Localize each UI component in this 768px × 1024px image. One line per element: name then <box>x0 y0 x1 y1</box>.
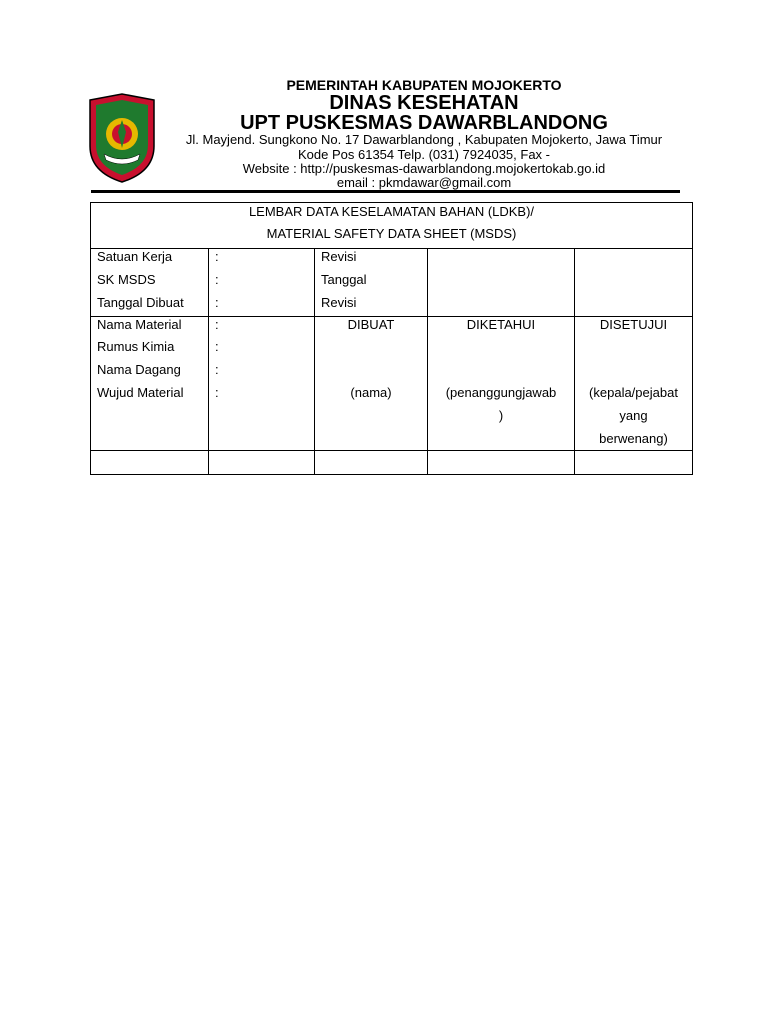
cell-r4-5 <box>574 450 693 475</box>
form-title-line2: MATERIAL SAFETY DATA SHEET (MSDS) <box>266 226 517 241</box>
sign-nama: (nama) <box>350 385 392 400</box>
label-rumus-kimia: Rumus Kimia <box>97 339 175 354</box>
cell-disetujui <box>574 316 693 451</box>
header-website: Website : http://puskesmas-dawarblandong.mojokertokab.go.id <box>242 161 606 176</box>
header-divider <box>91 190 680 193</box>
cell-r2-values <box>208 248 315 317</box>
colon: : <box>215 385 219 400</box>
cell-r2-labels <box>90 248 209 317</box>
cell-r4-1 <box>90 450 209 475</box>
mojokerto-emblem-logo <box>86 92 158 184</box>
cell-dibuat <box>314 316 428 451</box>
form-title-line1: LEMBAR DATA KESELAMATAN BAHAN (LDKB)/ <box>248 204 535 219</box>
label-sk-msds: SK MSDS <box>97 272 156 287</box>
header-address: Jl. Mayjend. Sungkono No. 17 Dawarblandong , Kabupaten Mojokerto, Jawa Timur <box>185 132 663 147</box>
cell-r3-values <box>208 316 315 451</box>
colon: : <box>215 295 219 310</box>
colon: : <box>215 362 219 377</box>
colon: : <box>215 339 219 354</box>
label-nama-dagang: Nama Dagang <box>97 362 181 377</box>
cell-r4-2 <box>208 450 315 475</box>
label-nama-material: Nama Material <box>97 317 182 332</box>
label-tanggal: Tanggal <box>321 272 367 287</box>
colon: : <box>215 272 219 287</box>
header-department: DINAS KESEHATAN <box>329 92 519 114</box>
sign-penanggungjawab-end: ) <box>498 408 504 423</box>
header-government: PEMERINTAH KABUPATEN MOJOKERTO <box>286 77 562 93</box>
cell-r2-empty-1 <box>427 248 575 317</box>
cell-r2-revisi <box>314 248 428 317</box>
sign-kepala-line1: (kepala/pejabat <box>589 385 678 400</box>
header-organization: UPT PUSKESMAS DAWARBLANDONG <box>240 112 608 134</box>
label-wujud-material: Wujud Material <box>97 385 184 400</box>
colon: : <box>215 249 219 264</box>
label-satuan-kerja: Satuan Kerja <box>97 249 173 264</box>
label-revisi: Revisi <box>321 249 357 264</box>
cell-r4-4 <box>427 450 575 475</box>
sign-kepala-line3: berwenang) <box>599 431 668 446</box>
msds-form-table <box>90 202 693 475</box>
label-revisi-2: Revisi <box>321 295 357 310</box>
colon: : <box>215 317 219 332</box>
sign-penanggungjawab: (penanggungjawab <box>445 385 557 400</box>
heading-dibuat: DIBUAT <box>347 317 395 332</box>
sign-kepala-line2: yang <box>619 408 648 423</box>
heading-diketahui: DIKETAHUI <box>466 317 536 332</box>
header-email: email : pkmdawar@gmail.com <box>336 175 512 190</box>
cell-r3-labels <box>90 316 209 451</box>
label-tanggal-dibuat: Tanggal Dibuat <box>97 295 184 310</box>
cell-diketahui <box>427 316 575 451</box>
heading-disetujui: DISETUJUI <box>599 317 668 332</box>
cell-r4-3 <box>314 450 428 475</box>
form-title-cell <box>90 202 693 249</box>
cell-r2-empty-2 <box>574 248 693 317</box>
header-postal-phone: Kode Pos 61354 Telp. (031) 7924035, Fax - <box>298 147 550 162</box>
